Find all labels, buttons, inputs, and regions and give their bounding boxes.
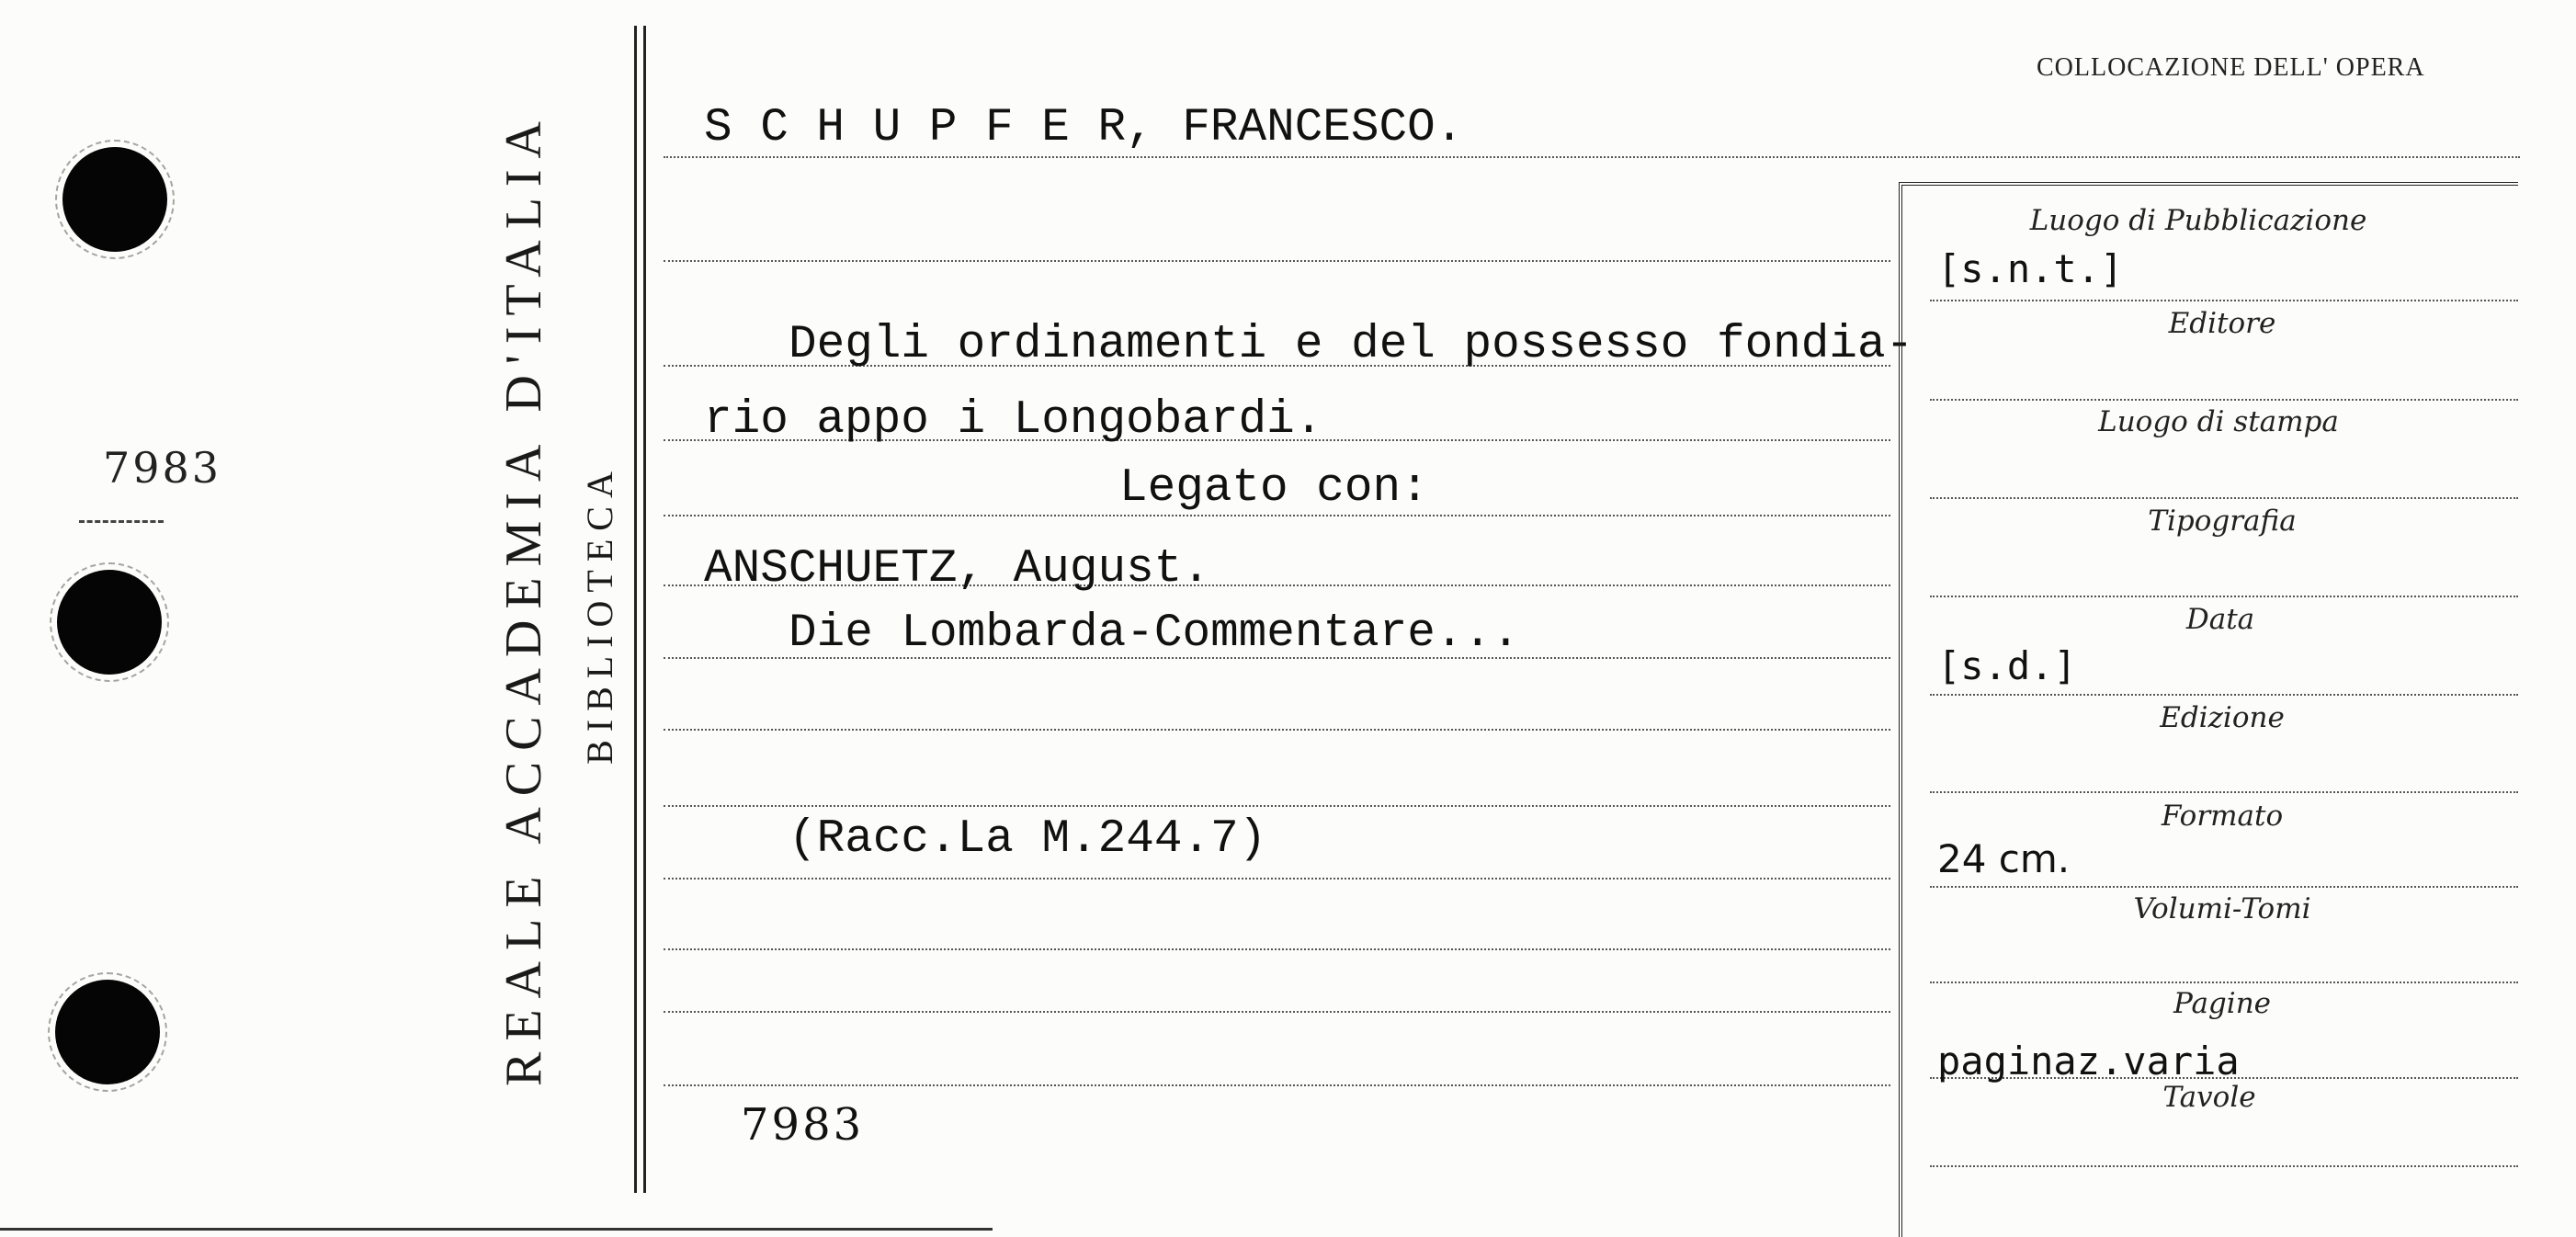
collocation-header: COLLOCAZIONE DELL' OPERA [2037,53,2425,82]
entry-line [664,805,1890,807]
field-value-place-of-publication: [s.n.t.] [1937,246,2124,291]
entry-line [664,515,1890,516]
field-label-format: Formato [2161,800,2284,833]
margin-underline [79,520,164,523]
field-line [1930,596,2518,597]
field-label-date: Data [2185,603,2255,636]
margin-number: 7983 [103,443,222,493]
second-title: Die Lombarda-Commentare... [789,607,1520,660]
card-rule-right [643,26,646,1193]
entry-line [664,1011,1890,1013]
entry-line [664,729,1890,731]
author-heading: S C H U P F E R, FRANCESCO. [704,102,1464,154]
field-label-volumes: Volumi-Tomi [2133,892,2311,925]
field-value-format: 24 cm. [1937,836,2071,881]
punch-hole-bottom [55,980,160,1084]
field-label-edition: Edizione [2160,701,2285,734]
library-label: BIBLIOTECA [579,463,620,765]
field-label-printer: Tipografia [2148,505,2297,538]
field-line [1930,1165,2518,1167]
title-line-2: rio appo i Longobardi. [704,394,1323,447]
second-author: ANSCHUETZ, August. [704,543,1210,596]
title-line-1: Degli ordinamenti e del possesso fondia- [789,319,1914,371]
field-line [1930,497,2518,499]
field-label-plates: Tavole [2162,1081,2256,1114]
field-line [1930,886,2518,888]
institution-label: REALE ACCADEMIA D'ITALIA [495,110,552,1086]
bound-with-label: Legato con: [1119,462,1429,515]
field-line [1930,399,2518,401]
field-line [1930,300,2518,301]
entry-line [664,948,1890,950]
punch-hole-top [62,147,167,252]
field-label-place-of-printing: Luogo di stampa [2098,405,2339,438]
entry-line [664,1084,1890,1086]
field-value-date: [s.d.] [1937,643,2077,688]
entry-line [664,878,1890,880]
inventory-number: 7983 [741,1099,865,1151]
card-bottom-edge [0,1228,993,1231]
shelfmark: (Racc.La M.244.7) [789,813,1267,866]
field-line [1930,694,2518,696]
punch-hole-middle [57,570,162,675]
entry-line [664,260,1890,262]
entry-line [664,156,2520,158]
field-label-place-of-publication: Luogo di Pubblicazione [2029,204,2367,237]
field-label-publisher: Editore [2168,307,2276,340]
field-label-pages: Pagine [2173,987,2272,1020]
card-rule-left [634,26,637,1193]
field-value-pages: paginaz.varia [1937,1038,2240,1084]
field-line [1930,791,2518,793]
field-line [1930,982,2518,983]
